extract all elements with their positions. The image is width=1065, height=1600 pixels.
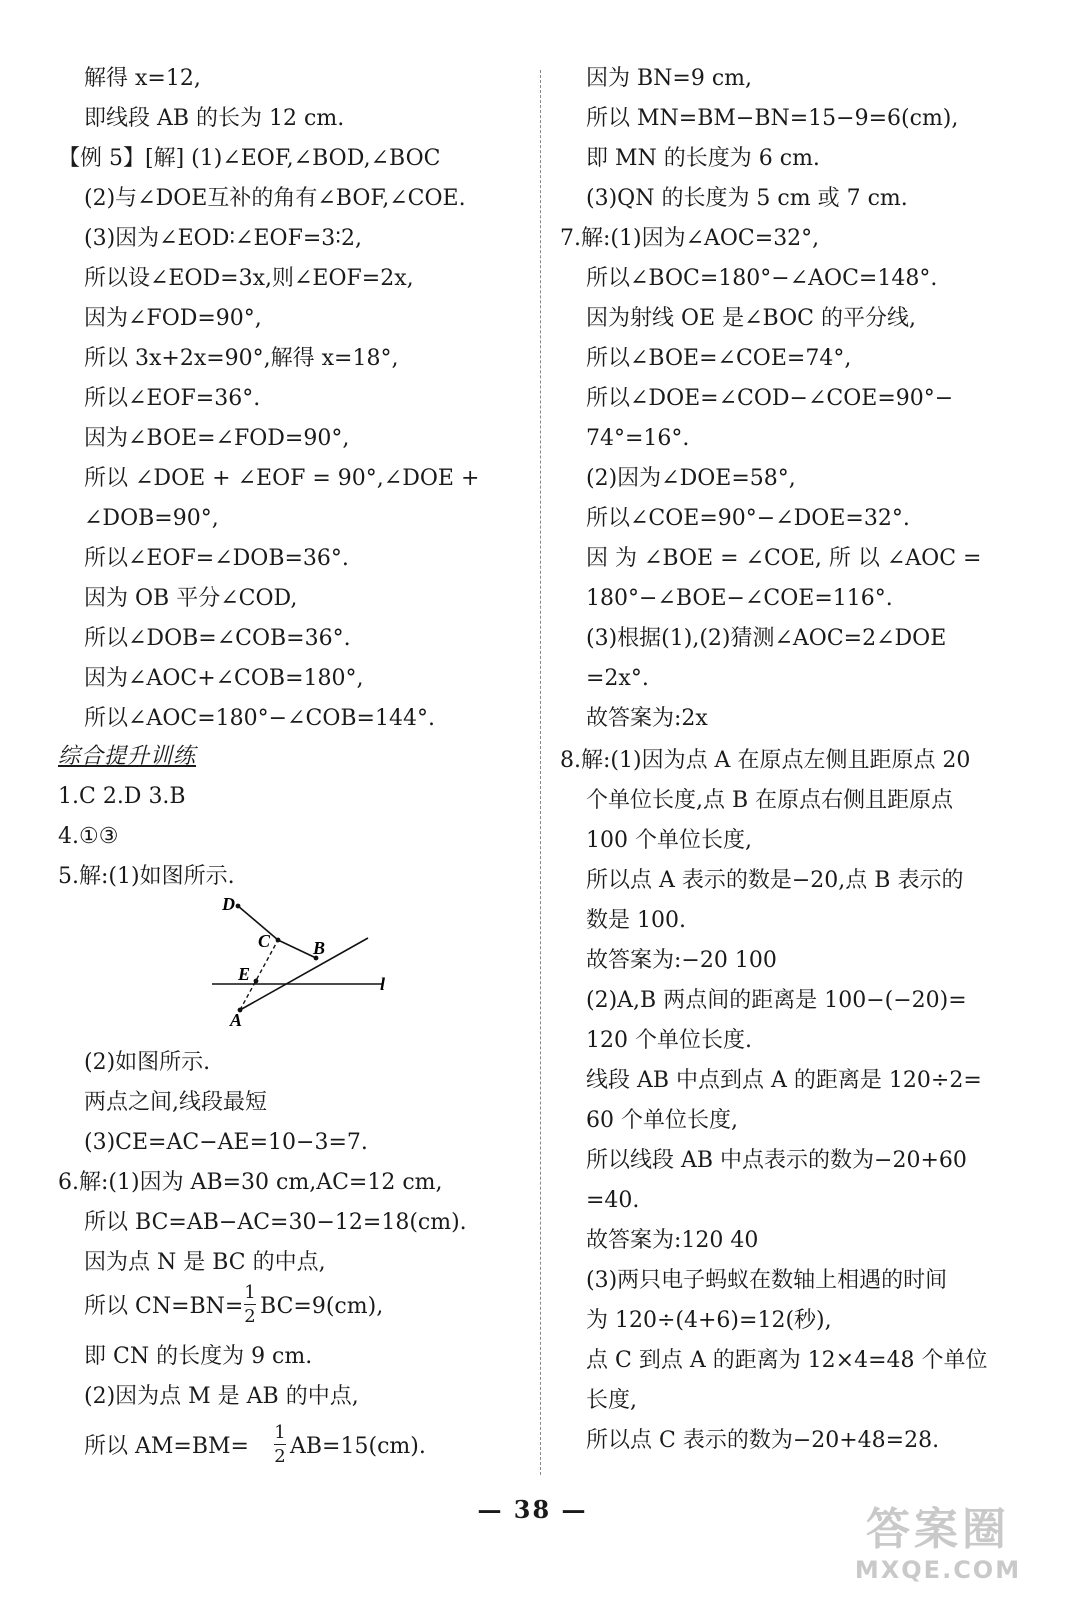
text-line: 点 C 到点 A 的距离为 12×4=48 个单位 — [586, 1348, 988, 1373]
text-line: 因 为 ∠BOE = ∠COE, 所 以 ∠AOC = — [586, 546, 982, 571]
label-l: l — [380, 974, 386, 994]
watermark-url: MXQE.COM — [854, 1556, 1022, 1584]
text-line: 即 MN 的长度为 6 cm. — [586, 146, 820, 171]
page-number: — 38 — — [477, 1495, 588, 1524]
text-line: (2)因为点 M 是 AB 的中点, — [84, 1384, 359, 1409]
text-line: 个单位长度,点 B 在原点右侧且距原点 — [586, 788, 954, 813]
label-C: C — [258, 931, 271, 951]
text-line: 因为∠BOE=∠FOD=90°, — [84, 426, 350, 451]
text-line: (2)如图所示. — [84, 1050, 211, 1075]
text-line: 所以∠COE=90°−∠DOE=32°. — [586, 506, 910, 531]
text-line: 所以∠BOC=180°−∠AOC=148°. — [586, 266, 938, 291]
text-line: 7.解:(1)因为∠AOC=32°, — [560, 226, 820, 251]
label-B: B — [313, 938, 326, 958]
text-line: (3)CE=AC−AE=10−3=7. — [84, 1130, 368, 1155]
fraction-numerator: 1 — [244, 1282, 256, 1303]
text-line: (3)QN 的长度为 5 cm 或 7 cm. — [586, 186, 908, 211]
geometry-figure — [150, 892, 400, 1032]
point-C — [276, 938, 281, 943]
text-line: 因为 BN=9 cm, — [586, 66, 753, 91]
text-line: (3)因为∠EOD∶∠EOF=3∶2, — [84, 226, 362, 251]
text-line: 因为射线 OE 是∠BOC 的平分线, — [586, 306, 916, 331]
text-line: 所以设∠EOD=3x,则∠EOF=2x, — [84, 266, 414, 291]
point-E — [254, 979, 259, 984]
text-line: 所以点 A 表示的数是−20,点 B 表示的 — [586, 868, 964, 893]
text-line: 180°−∠BOE−∠COE=116°. — [586, 586, 893, 611]
text-line: 解得 x=12, — [84, 66, 201, 91]
watermark-logo — [833, 1504, 1043, 1594]
text-line: 故答案为:2x — [586, 706, 708, 731]
text-line: 为 120÷(4+6)=12(秒), — [586, 1308, 832, 1333]
text-line: 74°=16°. — [586, 426, 690, 451]
column-divider — [540, 70, 541, 1475]
label-D: D — [222, 894, 235, 914]
text-line: 4.①③ — [58, 824, 119, 849]
fraction-denominator: 2 — [274, 1446, 286, 1467]
text-line: 因为∠FOD=90°, — [84, 306, 262, 331]
text-line: 所以 CN=BN= — [84, 1294, 244, 1319]
text-line: (3)两只电子蚂蚁在数轴上相遇的时间 — [586, 1268, 948, 1293]
text-line: 因为点 N 是 BC 的中点, — [84, 1250, 326, 1275]
text-line: (2)与∠DOE互补的角有∠BOF,∠COE. — [84, 186, 466, 211]
section-heading: 综合提升训练 — [58, 744, 197, 769]
text-line: 120 个单位长度. — [586, 1028, 752, 1053]
fraction-bar — [274, 1444, 286, 1445]
label-A: A — [230, 1010, 243, 1030]
text-line: 所以∠DOB=∠COB=36°. — [84, 626, 351, 651]
label-E: E — [238, 964, 251, 984]
text-line: 即线段 AB 的长为 12 cm. — [84, 106, 345, 131]
text-line: 即 CN 的长度为 9 cm. — [84, 1344, 313, 1369]
text-line: 两点之间,线段最短 — [84, 1090, 267, 1115]
fraction-denominator: 2 — [244, 1306, 256, 1327]
text-line: 所以 3x+2x=90°,解得 x=18°, — [84, 346, 399, 371]
text-line: =2x°. — [586, 666, 649, 691]
text-line: AB=15(cm). — [290, 1434, 426, 1459]
fraction-numerator: 1 — [274, 1422, 286, 1443]
text-line: 线段 AB 中点到点 A 的距离是 120÷2= — [586, 1068, 982, 1093]
text-line: 所以 BC=AB−AC=30−12=18(cm). — [84, 1210, 467, 1235]
text-line: 所以∠BOE=∠COE=74°, — [586, 346, 852, 371]
text-line: 所以 ∠DOE + ∠EOF = 90°,∠DOE + — [84, 466, 480, 491]
point-D — [236, 904, 241, 909]
watermark-text: 答案圈 — [866, 1504, 1010, 1555]
text-line: 所以∠AOC=180°−∠COB=144°. — [84, 706, 435, 731]
text-line: 所以 AM=BM= — [84, 1434, 249, 1459]
text-line: 1.C 2.D 3.B — [58, 784, 186, 809]
fraction-bar — [244, 1304, 256, 1305]
text-line: ∠DOB=90°, — [84, 506, 219, 531]
text-line: (3)根据(1),(2)猜测∠AOC=2∠DOE — [586, 626, 947, 651]
text-line: 所以∠EOF=∠DOB=36°. — [84, 546, 349, 571]
text-line: 因为 OB 平分∠COD, — [84, 586, 298, 611]
segment-CB — [278, 940, 316, 958]
text-line: 所以线段 AB 中点表示的数为−20+60 — [586, 1148, 967, 1173]
text-line: 故答案为:−20 100 — [586, 948, 777, 973]
text-line: 5.解:(1)如图所示. — [58, 864, 235, 889]
text-line: BC=9(cm), — [260, 1294, 384, 1319]
text-line: (2)因为∠DOE=58°, — [586, 466, 796, 491]
text-line: 所以∠DOE=∠COD−∠COE=90°− — [586, 386, 954, 411]
text-line: 6.解:(1)因为 AB=30 cm,AC=12 cm, — [58, 1170, 443, 1195]
text-line: 所以∠EOF=36°. — [84, 386, 261, 411]
text-line: 长度, — [586, 1388, 637, 1413]
example-5-heading: 【例 5】[解] (1)∠EOF,∠BOD,∠BOC — [58, 146, 441, 171]
text-line: (2)A,B 两点间的距离是 100−(−20)= — [586, 988, 967, 1013]
text-line: 数是 100. — [586, 908, 686, 933]
text-line: 60 个单位长度, — [586, 1108, 738, 1133]
text-line: 100 个单位长度, — [586, 828, 752, 853]
text-line: 所以 MN=BM−BN=15−9=6(cm), — [586, 106, 959, 131]
text-line: 因为∠AOC+∠COB=180°, — [84, 666, 364, 691]
text-line: =40. — [586, 1188, 640, 1213]
text-line: 故答案为:120 40 — [586, 1228, 759, 1253]
text-line: 所以点 C 表示的数为−20+48=28. — [586, 1428, 940, 1453]
text-line: 8.解:(1)因为点 A 在原点左侧且距原点 20 — [560, 748, 971, 773]
